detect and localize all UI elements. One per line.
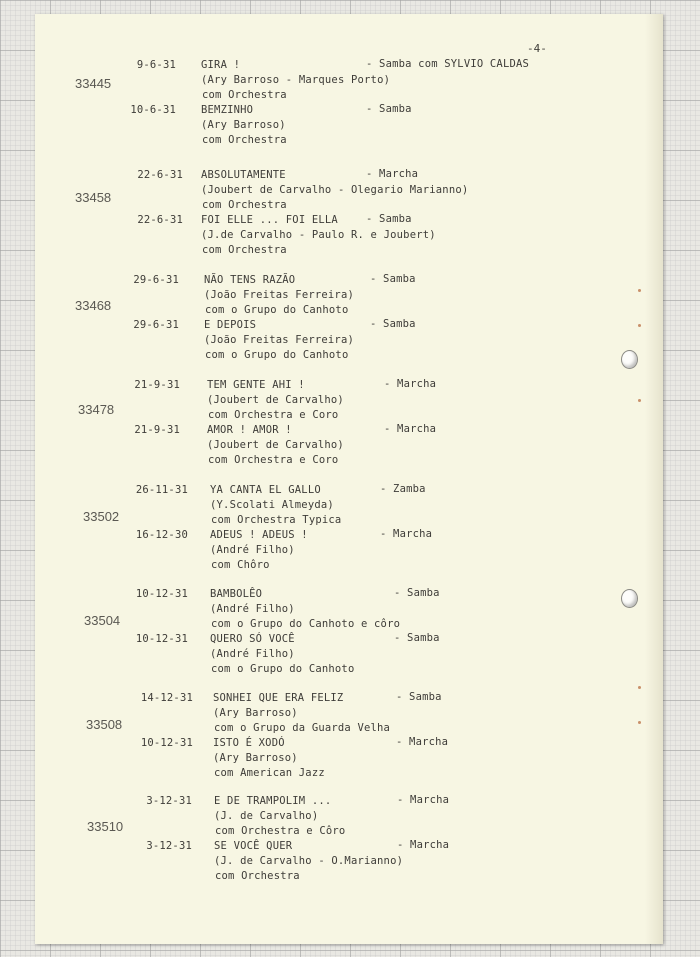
song-title: SONHEI QUE ERA FELIZ	[213, 692, 344, 704]
song-authors: (Ary Barroso)	[201, 119, 286, 131]
song-title: TEM GENTE AHI !	[207, 379, 305, 391]
song-accompaniment: com Chôro	[211, 559, 270, 571]
song-title: ADEUS ! ADEUS !	[210, 529, 308, 541]
recording-date: 3-12-31	[146, 795, 192, 807]
song-genre: - Marcha	[384, 423, 437, 435]
recording-date: 9-6-31	[136, 59, 176, 71]
song-genre: - Zamba	[380, 483, 426, 495]
song-authors: (Joubert de Carvalho - Olegario Marianno)	[201, 184, 469, 196]
song-authors: (André Filho)	[210, 648, 295, 660]
song-title: E DE TRAMPOLIM ...	[214, 795, 332, 807]
recording-date: 26-11-31	[135, 484, 188, 496]
song-accompaniment: com Orchestra e Coro	[208, 409, 339, 421]
song-accompaniment: com o Grupo da Guarda Velha	[214, 722, 391, 734]
song-accompaniment: com Orchestra e Côro	[215, 825, 346, 837]
song-genre: - Marcha	[380, 528, 433, 540]
song-accompaniment: com o Grupo do Canhoto e côro	[211, 618, 401, 630]
song-genre: - Samba	[394, 587, 440, 599]
song-genre: - Samba com SYLVIO CALDAS	[366, 58, 530, 70]
song-title: GIRA !	[201, 59, 241, 71]
song-accompaniment: com o Grupo do Canhoto	[205, 349, 349, 361]
recording-date: 16-12-30	[135, 529, 188, 541]
song-authors: (Ary Barroso)	[213, 707, 298, 719]
song-accompaniment: com Orchestra Typica	[211, 514, 342, 526]
song-title: BEMZINHO	[201, 104, 254, 116]
song-accompaniment: com Orchestra	[202, 199, 287, 211]
stain-dot	[638, 289, 641, 292]
song-accompaniment: com o Grupo do Canhoto	[205, 304, 349, 316]
song-title: ABSOLUTAMENTE	[201, 169, 286, 181]
session-number: 33510	[87, 819, 124, 834]
song-authors: (Ary Barroso)	[213, 752, 298, 764]
song-title: YA CANTA EL GALLO	[210, 484, 321, 496]
recording-date: 29-6-31	[133, 319, 179, 331]
song-genre: - Samba	[366, 103, 412, 115]
session-number: 33458	[75, 190, 112, 205]
page-number: -4-	[527, 42, 547, 55]
song-authors: (Ary Barroso - Marques Porto)	[201, 74, 391, 86]
song-genre: - Samba	[370, 318, 416, 330]
song-title: NÃO TENS RAZÃO	[204, 274, 296, 286]
recording-date: 10-12-31	[135, 588, 188, 600]
recording-date: 22-6-31	[137, 214, 183, 226]
recording-date: 10-12-31	[135, 633, 188, 645]
song-authors: (João Freitas Ferreira)	[204, 289, 354, 301]
song-authors: (J. de Carvalho - O.Marianno)	[214, 855, 404, 867]
song-authors: (Joubert de Carvalho)	[207, 394, 344, 406]
paper-edge-stain	[645, 14, 663, 944]
song-genre: - Marcha	[397, 839, 450, 851]
song-authors: (André Filho)	[210, 603, 295, 615]
recording-date: 14-12-31	[140, 692, 193, 704]
song-genre: - Samba	[394, 632, 440, 644]
recording-date: 22-6-31	[137, 169, 183, 181]
song-genre: - Samba	[396, 691, 442, 703]
song-accompaniment: com Orchestra	[202, 244, 287, 256]
stain-dot	[638, 721, 641, 724]
song-accompaniment: com Orchestra	[202, 89, 287, 101]
song-genre: - Marcha	[366, 168, 419, 180]
song-genre: - Marcha	[384, 378, 437, 390]
song-title: SE VOCÊ QUER	[214, 840, 293, 852]
session-number: 33508	[86, 717, 123, 732]
recording-date: 3-12-31	[146, 840, 192, 852]
stain-dot	[638, 686, 641, 689]
song-authors: (J. de Carvalho)	[214, 810, 319, 822]
recording-date: 10-12-31	[140, 737, 193, 749]
recording-date: 21-9-31	[134, 424, 180, 436]
song-title: BAMBOLÊO	[210, 588, 263, 600]
song-authors: (João Freitas Ferreira)	[204, 334, 354, 346]
recording-date: 10-6-31	[130, 104, 176, 116]
song-genre: - Marcha	[396, 736, 449, 748]
session-number: 33504	[84, 613, 121, 628]
stain-dot	[638, 399, 641, 402]
song-title: QUERO SÓ VOCÊ	[210, 633, 295, 645]
stain-dot	[638, 324, 641, 327]
song-title: E DEPOIS	[204, 319, 257, 331]
session-number: 33468	[75, 298, 112, 313]
song-accompaniment: com Orchestra e Coro	[208, 454, 339, 466]
song-authors: (Joubert de Carvalho)	[207, 439, 344, 451]
recording-date: 29-6-31	[133, 274, 179, 286]
session-number: 33478	[78, 402, 115, 417]
session-number: 33445	[75, 76, 112, 91]
song-genre: - Samba	[370, 273, 416, 285]
punch-hole	[621, 350, 638, 369]
song-authors: (J.de Carvalho - Paulo R. e Joubert)	[201, 229, 436, 241]
session-number: 33502	[83, 509, 120, 524]
song-accompaniment: com Orchestra	[202, 134, 287, 146]
recording-date: 21-9-31	[134, 379, 180, 391]
song-genre: - Samba	[366, 213, 412, 225]
song-authors: (André Filho)	[210, 544, 295, 556]
document-sheet	[35, 14, 663, 944]
song-accompaniment: com o Grupo do Canhoto	[211, 663, 355, 675]
song-genre: - Marcha	[397, 794, 450, 806]
song-title: ISTO É XODÓ	[213, 737, 285, 749]
punch-hole	[621, 589, 638, 608]
song-accompaniment: com Orchestra	[215, 870, 300, 882]
song-authors: (Y.Scolati Almeyda)	[210, 499, 334, 511]
song-accompaniment: com American Jazz	[214, 767, 325, 779]
song-title: FOI ELLE ... FOI ELLA	[201, 214, 338, 226]
song-title: AMOR ! AMOR !	[207, 424, 292, 436]
